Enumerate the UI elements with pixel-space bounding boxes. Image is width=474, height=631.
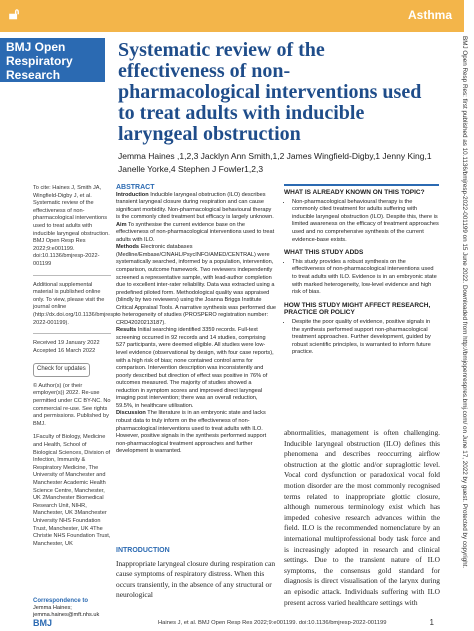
affect-heading: HOW THIS STUDY MIGHT AFFECT RESEARCH, PRACTICE OR POLICY	[284, 301, 431, 317]
footer-citation: Haines J, et al. BMJ Open Resp Res 2022;9:e001199. doi:10.1136/bmjresp-2022-001199	[158, 620, 387, 626]
citation-note: To cite: Haines J, Smith JA, Wingfield-Digby J, et al. Systematic review of the effectiveness of non-pharmacological interventions used to treat adults with inducible laryngeal obstruction. BMJ Open Resp Res 2022;9:e001199. doi:10.1136/bmjresp-2022-001199	[33, 185, 110, 267]
results-text: Initial searching identified 3359 records. Full-text screening occurred in 92 records and 14 studies, comprising 527 participants, were deemed eligible. All studies were low-level evidence (observational by design, with four case reports), with a high risk of bias; none contained control arms for comparison. Intervention description was inconsistently and poorly described but direction of effect was positive in 76% of outcomes measured. The majority of studies showed a reduction in symptom scores and improved direct laryngeal imaging post intervention; there was an overall reduction, 59.5%, in healthcare utilisation.	[116, 327, 274, 409]
results-label: Results	[116, 327, 137, 334]
divider	[33, 333, 111, 334]
brand-line-2: Respiratory	[6, 54, 73, 68]
aim-label: Aim	[116, 221, 127, 228]
correspondence-name: Jemma Haines;	[33, 605, 72, 611]
correspondence-email[interactable]: jemma.haines@mft.nhs.uk	[33, 612, 100, 618]
journal-topbar	[0, 0, 464, 32]
received-date: Received 19 January 2022	[33, 340, 100, 347]
vertical-download-note	[456, 36, 468, 626]
open-access-icon: 🔓︎	[8, 6, 20, 23]
key-messages-box	[284, 184, 439, 362]
divider	[33, 275, 111, 276]
page-number: 1	[429, 618, 434, 627]
accepted-date: Accepted 16 March 2022	[33, 347, 96, 354]
affiliations: 1Faculty of Biology, Medicine and Health, School of Biological Sciences, Division of Infection, Immunity & Respiratory Medicine, The University of Manchester and Manchester Academic Health Science Centre, Manchester, UK 2Manchester Biomedical Research Unit, NIHR, Manchester, UK 3Manchester University NHS Foundation Trust, Manchester, UK 4The Christie NHS Foundation Trust, Manchester, UK	[33, 434, 111, 547]
methods-label: Methods	[116, 244, 139, 251]
vertical-note-text[interactable]: BMJ Open Resp Res: first published as 10.1136/bmjresp-2022-001199 on 15 June 2022. Downloaded from http://bmjopenrespres.bmj.com/ on June 17, 2022 by guest. Protected by copyright.	[461, 36, 468, 569]
known-heading: WHAT IS ALREADY KNOWN ON THIS TOPIC?	[284, 189, 425, 196]
intro-label: Introduction	[116, 191, 149, 198]
brand-line-1: BMJ Open	[6, 40, 66, 54]
supplemental-note[interactable]: Additional supplemental material is published online only. To view, please visit the journal online (http://dx.doi.org/10.1136/bmjresp-2022-001199).	[33, 281, 119, 326]
copyright-note: © Author(s) (or their employer(s)) 2022. Re-use permitted under CC BY-NC. No commercial re-use. See rights and permissions. Published by BMJ.	[33, 382, 111, 427]
section-tag: Asthma	[407, 8, 452, 22]
abstract-heading: ABSTRACT	[116, 184, 155, 191]
introduction-section	[116, 546, 276, 601]
known-bullet: • Non-pharmacological behavioural therapy is the commonly cited treatment for adults suffering with inducible laryngeal obstruction (ILO). Despite this, there is limited awareness on the efficacy of treatment approaches used and no comprehensive synthesis of the current evidence-base exists.	[292, 199, 439, 245]
adds-heading: WHAT THIS STUDY ADDS	[284, 249, 364, 257]
page-footer	[0, 620, 464, 631]
body-text-right: abnormalities, management is often challenging. Inducible laryngeal obstruction (ILO) defines this phenomena and describes reoccurring airflow obstruction at the glottic and/or supraglottic level. Vocal cord dysfunction or paradoxical vocal fold motion disorder are the most commonly recognised terms related to inappropriate glottic closure, although numerous terminology exist which has impeded cohesive research advances within the field. ILO is the recommended nomenclature by an international multiprofessional body task force and is increasingly adopted in research and clinical settings. Due to the transient nature of ILO symptoms, the consensus gold standard for diagnosis is direct visualisation of the larynx during an episodic attack. Individuals suffering with ILO present across varied healthcare settings with	[284, 428, 440, 607]
brand-line-3: Research	[6, 68, 61, 82]
abstract	[116, 184, 276, 456]
adds-bullet: • This study provides a robust synthesis on the effectiveness of non-pharmacological interventions used to treat adults with ILO. Evidence is in an embryonic state with marked heterogeneity, low-level evidence and high risk of bias.	[292, 259, 439, 297]
correspondence	[33, 598, 113, 619]
article-sidebar	[33, 185, 119, 554]
bmj-logo: BMJ	[33, 618, 53, 628]
discussion-label: Discussion	[116, 410, 146, 417]
journal-brand	[0, 38, 105, 82]
introduction-heading: INTRODUCTION	[116, 547, 170, 554]
correspondence-heading: Correspondence to	[33, 598, 89, 604]
affect-bullet: • Despite the poor quality of evidence, positive signals in the synthesis performed support non-pharmacological treatment approaches. Further development, guided by robust scientific principles, is warranted to inform future practice.	[292, 319, 439, 357]
aim-text: To synthesise the current evidence base on the effectiveness of non-pharmacological interventions used to treat adults with ILO.	[116, 221, 275, 243]
article-title: Systematic review of the effectiveness of non-pharmacological interventions used to treat adults with inducible laryngeal obstruction	[118, 39, 422, 145]
author-list: Jemma Haines ,1,2,3 Jacklyn Ann Smith,1,2 James Wingfield-Digby,1 Jenny King,1 Janelle Yorke,4 Stephen J Fowler1,2,3	[118, 151, 432, 174]
introduction-text: Inappropriate laryngeal closure during respiration can cause symptoms of respiratory distress. When this occurs transiently, in the absence of any structural or neurological	[116, 558, 276, 600]
intro-text: Inducible laryngeal obstruction (ILO) describes transient laryngeal closure during respiration and can cause significant morbidity. Non-pharmacological behavioural therapy is the commonly cited treatment but efficacy is largely unknown.	[116, 191, 274, 221]
methods-text: Electronic databases (Medline/Embase/CINAHL/PsycINFO/AMED/CENTRAL) were systematically searched, informed by a population, intervention, comparison, outcome framework. Two reviewers independently screened a representative sample, with lead-author completion due to excellent inter-rater reliability. Data was extracted using a predefined piloted form. Methodological quality was appraised (blindly by two reviewers) using the Joanna Briggs Institute Critical Appraisal Tools. A narrative synthesis was performed due to heterogeneity of studies (PROSPERO registration number: CRD42020213187).	[116, 244, 277, 326]
discussion-text: The literature is in an embryonic state and lacks robust data to truly inform on the effectiveness of non-pharmacological interventions used to treat adults with ILO. However, positive signals in the synthesis performed support non-pharmacological treatment approaches and further development is warranted.	[116, 410, 267, 455]
check-updates-button[interactable]: Check for updates	[33, 363, 90, 377]
